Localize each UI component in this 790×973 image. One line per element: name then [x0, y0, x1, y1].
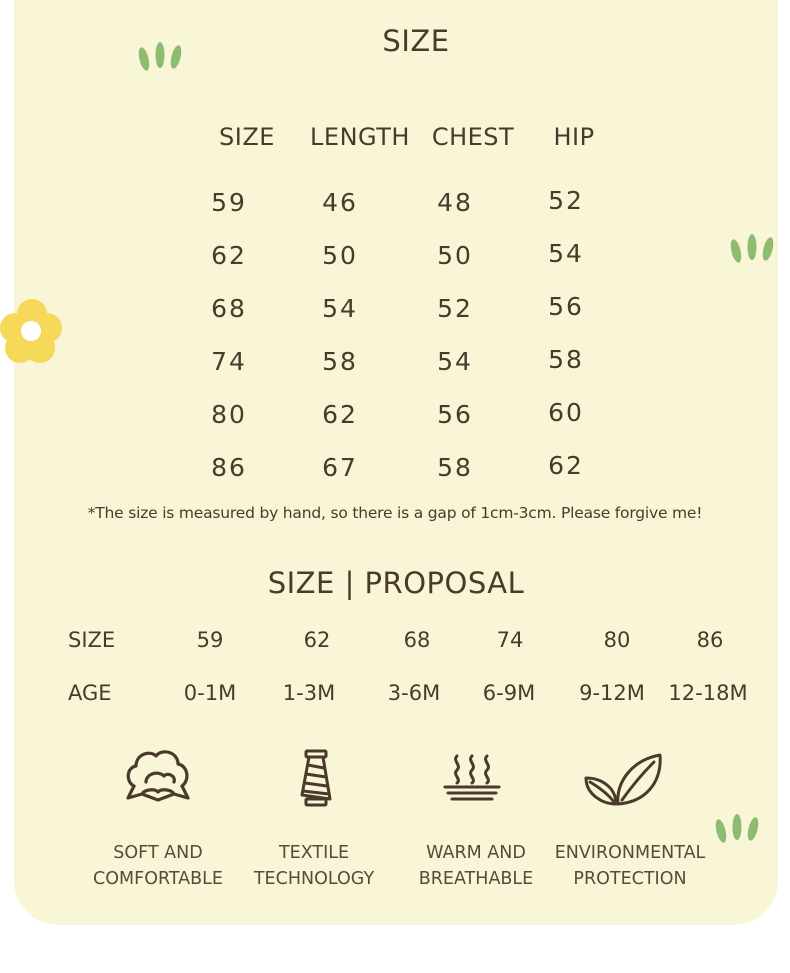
table-cell: 67 — [322, 453, 358, 482]
proposal-age-label: AGE — [68, 681, 112, 705]
table-cell: 74 — [211, 347, 247, 376]
table-cell: 54 — [322, 294, 358, 323]
proposal-size: 62 — [303, 628, 331, 652]
flower-icon — [0, 298, 64, 366]
proposal-age: 0-1M — [183, 681, 237, 705]
table-cell: 58 — [548, 345, 584, 374]
proposal-title: SIZE | PROPOSAL — [267, 566, 525, 600]
proposal-size: 68 — [403, 628, 431, 652]
proposal-age: 6-9M — [482, 681, 536, 705]
table-cell: 52 — [548, 186, 584, 215]
thread-spool-icon — [296, 748, 336, 808]
table-cell: 58 — [322, 347, 358, 376]
feature-warm — [386, 840, 566, 892]
proposal-age: 1-3M — [282, 681, 336, 705]
table-cell: 52 — [437, 294, 473, 323]
feature-line: TEXTILE — [278, 843, 350, 863]
cotton-icon — [124, 746, 192, 808]
proposal-size-label: SIZE — [68, 628, 116, 652]
table-cell: 50 — [322, 241, 358, 270]
proposal-size: 59 — [196, 628, 224, 652]
feature-environmental — [540, 840, 720, 892]
proposal-age: 3-6M — [387, 681, 441, 705]
grass-sprig-icon — [726, 232, 778, 266]
table-cell: 62 — [548, 451, 584, 480]
table-cell: 48 — [437, 188, 473, 217]
feature-line: TECHNOLOGY — [253, 869, 375, 889]
table-header: SIZE — [219, 123, 275, 151]
page-title: SIZE — [382, 24, 450, 58]
feature-line: COMFORTABLE — [93, 869, 223, 889]
feature-line: ENVIRONMENTAL — [554, 843, 706, 863]
table-cell: 46 — [322, 188, 358, 217]
table-cell: 86 — [211, 453, 247, 482]
proposal-age: 9-12M — [579, 681, 645, 705]
steam-icon — [440, 752, 504, 802]
table-cell: 62 — [211, 241, 247, 270]
table-header: HIP — [553, 123, 595, 151]
table-cell: 54 — [548, 239, 584, 268]
table-cell: 60 — [548, 398, 584, 427]
table-cell: 68 — [211, 294, 247, 323]
measurement-note: *The size is measured by hand, so there is a gap of 1cm-3cm. Please forgive me! — [87, 504, 703, 522]
table-cell: 80 — [211, 400, 247, 429]
feature-line: BREATHABLE — [418, 869, 534, 889]
proposal-size: 80 — [603, 628, 631, 652]
feature-textile — [224, 840, 404, 892]
proposal-age: 12-18M — [668, 681, 748, 705]
table-header: LENGTH — [310, 123, 410, 151]
table-header: CHEST — [431, 123, 515, 151]
feature-line: SOFT AND — [113, 843, 203, 863]
feature-line: PROTECTION — [573, 869, 687, 889]
feature-soft — [68, 840, 248, 892]
table-cell: 56 — [437, 400, 473, 429]
table-cell: 58 — [437, 453, 473, 482]
leaves-icon — [582, 752, 664, 808]
table-cell: 56 — [548, 292, 584, 321]
proposal-size: 86 — [696, 628, 724, 652]
table-cell: 50 — [437, 241, 473, 270]
proposal-size: 74 — [496, 628, 524, 652]
feature-line: WARM AND — [426, 843, 526, 863]
table-cell: 62 — [322, 400, 358, 429]
table-cell: 59 — [211, 188, 247, 217]
table-cell: 54 — [437, 347, 473, 376]
